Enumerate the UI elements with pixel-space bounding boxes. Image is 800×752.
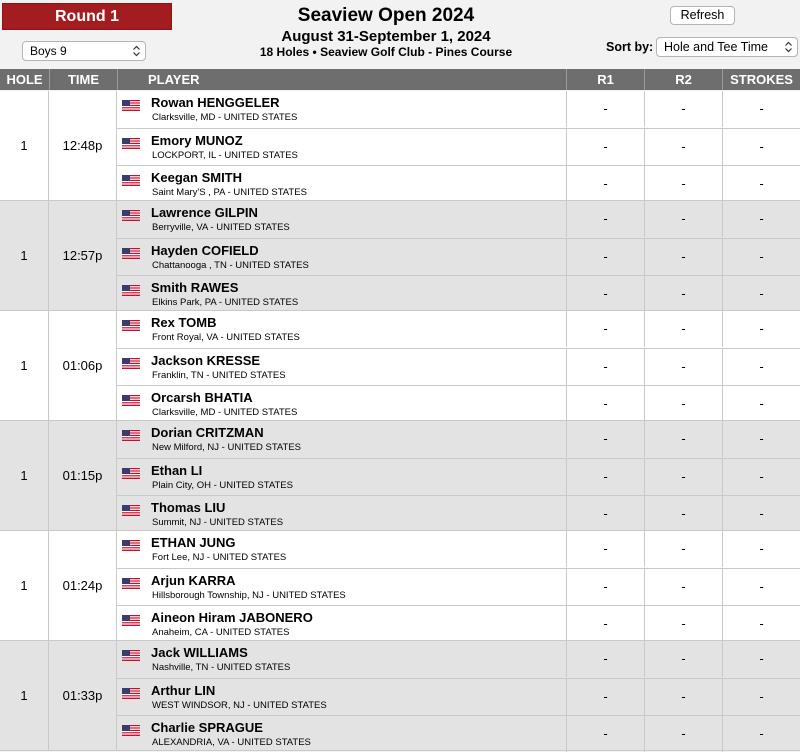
us-flag-icon	[122, 393, 140, 404]
group-tee-time: 01:06p	[49, 311, 117, 421]
table-row[interactable]	[117, 165, 800, 202]
group-tee-time: 12:48p	[49, 91, 117, 201]
group-tee-time: 01:24p	[49, 531, 117, 641]
table-row[interactable]	[117, 311, 800, 348]
player-location: Summit, NJ - UNITED STATES	[152, 517, 284, 528]
score-r2: -	[644, 496, 722, 532]
table-row[interactable]	[117, 641, 800, 678]
player-location: Front Royal, VA - UNITED STATES	[152, 332, 300, 343]
player-location: Clarksville, MD - UNITED STATES	[152, 407, 298, 418]
player-name[interactable]: Orcarsh BHATIA	[151, 390, 253, 405]
group-hole: 1	[0, 91, 49, 201]
table-row[interactable]	[117, 531, 800, 568]
player-location: Berryville, VA - UNITED STATES	[152, 222, 290, 233]
group-hole: 1	[0, 311, 49, 421]
score-r1: -	[566, 459, 644, 495]
player-name[interactable]: Lawrence GILPIN	[151, 205, 258, 220]
table-row[interactable]	[117, 568, 800, 605]
player-location: Saint Mary'S , PA - UNITED STATES	[152, 187, 307, 198]
player-name[interactable]: Hayden COFIELD	[151, 243, 259, 258]
player-location: ALEXANDRIA, VA - UNITED STATES	[152, 737, 311, 748]
table-header	[0, 69, 800, 90]
score-strokes: -	[722, 606, 800, 642]
table-row[interactable]	[117, 458, 800, 495]
player-location: Franklin, TN - UNITED STATES	[152, 370, 286, 381]
score-strokes: -	[722, 349, 800, 385]
table-row[interactable]	[117, 605, 800, 642]
score-strokes: -	[722, 496, 800, 532]
score-r1: -	[566, 496, 644, 532]
player-name[interactable]: Jack WILLIAMS	[151, 645, 248, 660]
tee-group	[0, 641, 800, 751]
us-flag-icon	[122, 576, 140, 587]
score-r2: -	[644, 641, 722, 677]
score-r2: -	[644, 421, 722, 457]
us-flag-icon	[122, 538, 140, 549]
score-strokes: -	[722, 91, 800, 127]
page-header	[0, 0, 800, 69]
score-strokes: -	[722, 239, 800, 275]
division-select-value: Boys 9	[30, 44, 67, 58]
sort-select[interactable]	[656, 37, 798, 57]
player-location: Clarksville, MD - UNITED STATES	[152, 112, 298, 123]
tournament-title: Seaview Open 2024	[297, 5, 475, 26]
score-r2: -	[644, 201, 722, 237]
score-r2: -	[644, 91, 722, 127]
score-r2: -	[644, 716, 722, 752]
tournament-subtitle: 18 Holes • Seaview Golf Club - Pines Course	[259, 45, 513, 59]
table-row[interactable]	[117, 385, 800, 422]
table-row[interactable]	[117, 201, 800, 238]
us-flag-icon	[122, 98, 140, 109]
us-flag-icon	[122, 466, 140, 477]
player-location: Anaheim, CA - UNITED STATES	[152, 627, 290, 638]
table-row[interactable]	[117, 275, 800, 312]
tee-group	[0, 91, 800, 201]
tee-group	[0, 421, 800, 531]
score-r1: -	[566, 201, 644, 237]
score-strokes: -	[722, 679, 800, 715]
score-r2: -	[644, 349, 722, 385]
score-r1: -	[566, 349, 644, 385]
col-time[interactable]: TIME	[49, 69, 117, 90]
table-row[interactable]	[117, 348, 800, 385]
score-r1: -	[566, 606, 644, 642]
player-location: Fort Lee, NJ - UNITED STATES	[152, 552, 287, 563]
score-r1: -	[566, 91, 644, 127]
us-flag-icon	[122, 503, 140, 514]
score-r1: -	[566, 716, 644, 752]
player-name[interactable]: Jackson KRESSE	[151, 353, 261, 368]
player-location: Plain City, OH - UNITED STATES	[152, 480, 293, 491]
player-name[interactable]: Dorian CRITZMAN	[151, 425, 264, 440]
score-strokes: -	[722, 276, 800, 312]
score-strokes: -	[722, 386, 800, 422]
score-r2: -	[644, 166, 722, 202]
player-location: Chattanooga , TN - UNITED STATES	[152, 260, 309, 271]
us-flag-icon	[122, 648, 140, 659]
col-r1[interactable]: R1	[566, 69, 644, 90]
group-hole: 1	[0, 531, 49, 641]
us-flag-icon	[122, 686, 140, 697]
us-flag-icon	[122, 173, 140, 184]
group-hole: 1	[0, 641, 49, 751]
sort-label: Sort by:	[606, 40, 654, 54]
group-hole: 1	[0, 201, 49, 311]
group-tee-time: 01:33p	[49, 641, 117, 751]
player-name[interactable]: Charlie SPRAGUE	[151, 720, 263, 735]
score-strokes: -	[722, 459, 800, 495]
score-strokes: -	[722, 166, 800, 202]
player-name[interactable]: Thomas LIU	[151, 500, 226, 515]
score-r1: -	[566, 129, 644, 165]
score-strokes: -	[722, 531, 800, 567]
player-name[interactable]: Rex TOMB	[151, 315, 217, 330]
player-name[interactable]: Arthur LIN	[151, 683, 216, 698]
player-name[interactable]: Aineon Hiram JABONERO	[151, 610, 313, 625]
us-flag-icon	[122, 318, 140, 329]
score-r1: -	[566, 239, 644, 275]
score-r1: -	[566, 569, 644, 605]
score-r1: -	[566, 531, 644, 567]
player-location: WEST WINDSOR, NJ - UNITED STATES	[152, 700, 327, 711]
tee-group	[0, 531, 800, 641]
table-row[interactable]	[117, 495, 800, 532]
score-r2: -	[644, 239, 722, 275]
table-row[interactable]	[117, 421, 800, 458]
group-tee-time: 12:57p	[49, 201, 117, 311]
us-flag-icon	[122, 723, 140, 734]
score-strokes: -	[722, 421, 800, 457]
player-name[interactable]: Keegan SMITH	[151, 170, 243, 185]
player-location: Hillsborough Township, NJ - UNITED STATES	[152, 590, 346, 601]
tee-group	[0, 201, 800, 311]
col-strokes[interactable]: STROKES	[722, 69, 800, 90]
player-name[interactable]: Emory MUNOZ	[151, 133, 243, 148]
score-strokes: -	[722, 129, 800, 165]
score-strokes: -	[722, 311, 800, 347]
score-strokes: -	[722, 569, 800, 605]
player-location: Nashville, TN - UNITED STATES	[152, 662, 291, 673]
us-flag-icon	[122, 613, 140, 624]
refresh-button[interactable]: Refresh	[670, 6, 735, 25]
score-r2: -	[644, 569, 722, 605]
player-name[interactable]: Smith RAWES	[151, 280, 239, 295]
score-r2: -	[644, 386, 722, 422]
round-badge[interactable]: Round 1	[2, 3, 172, 30]
select-arrows-icon	[133, 45, 140, 57]
score-r2: -	[644, 679, 722, 715]
player-location: LOCKPORT, IL - UNITED STATES	[152, 150, 298, 161]
table-row[interactable]	[117, 128, 800, 165]
group-hole: 1	[0, 421, 49, 531]
score-strokes: -	[722, 641, 800, 677]
player-location: Elkins Park, PA - UNITED STATES	[152, 297, 299, 308]
score-r2: -	[644, 606, 722, 642]
score-r1: -	[566, 386, 644, 422]
score-r2: -	[644, 276, 722, 312]
col-r2[interactable]: R2	[644, 69, 722, 90]
score-strokes: -	[722, 716, 800, 752]
group-tee-time: 01:15p	[49, 421, 117, 531]
score-r1: -	[566, 679, 644, 715]
player-name[interactable]: ETHAN JUNG	[151, 535, 236, 550]
player-name[interactable]: Arjun KARRA	[151, 573, 236, 588]
score-r1: -	[566, 276, 644, 312]
score-r1: -	[566, 421, 644, 457]
score-r1: -	[566, 166, 644, 202]
table-row[interactable]	[117, 238, 800, 275]
score-r2: -	[644, 531, 722, 567]
us-flag-icon	[122, 428, 140, 439]
us-flag-icon	[122, 136, 140, 147]
us-flag-icon	[122, 246, 140, 257]
score-r1: -	[566, 641, 644, 677]
score-r2: -	[644, 129, 722, 165]
us-flag-icon	[122, 356, 140, 367]
player-name[interactable]: Rowan HENGGELER	[151, 95, 280, 110]
score-strokes: -	[722, 201, 800, 237]
player-location: New Milford, NJ - UNITED STATES	[152, 442, 302, 453]
player-name[interactable]: Ethan LI	[151, 463, 203, 478]
col-hole[interactable]: HOLE	[6, 72, 43, 87]
tee-group	[0, 311, 800, 421]
us-flag-icon	[122, 208, 140, 219]
select-arrows-icon	[785, 41, 792, 53]
us-flag-icon	[122, 283, 140, 294]
table-row[interactable]	[117, 678, 800, 715]
score-r1: -	[566, 311, 644, 347]
table-row[interactable]	[117, 715, 800, 752]
score-r2: -	[644, 459, 722, 495]
score-r2: -	[644, 311, 722, 347]
table-row[interactable]	[117, 91, 800, 128]
tournament-dates: August 31-September 1, 2024	[281, 28, 491, 45]
division-select[interactable]	[22, 41, 146, 61]
sort-select-value: Hole and Tee Time	[664, 40, 768, 54]
col-player[interactable]: PLAYER	[117, 69, 566, 90]
